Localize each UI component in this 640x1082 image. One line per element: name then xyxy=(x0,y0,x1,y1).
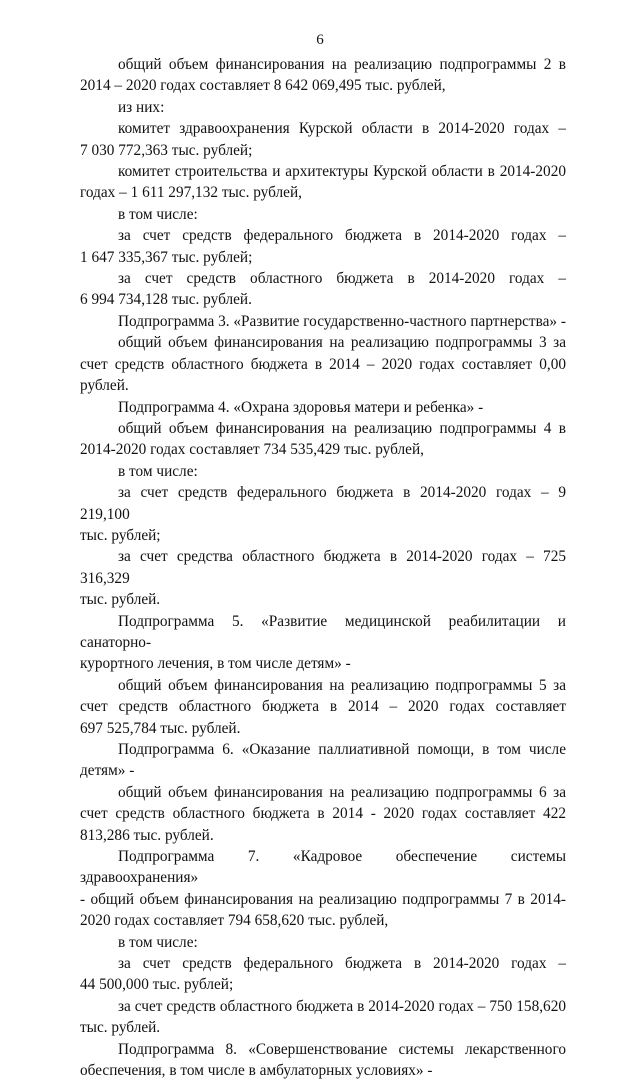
text-line: в том числе: xyxy=(118,462,198,480)
text-line: общий объем финансирования на реализацию подпрограммы 5 за xyxy=(118,676,566,694)
text-line: 2014-2020 годах составляет 734 535,429 тыс. рублей, xyxy=(80,441,424,459)
text-line: 2020 годах составляет 794 658,620 тыс. рублей, xyxy=(80,912,389,930)
text-line: общий объем финансирования на реализацию подпрограммы 6 за xyxy=(118,783,566,801)
page-number: 6 xyxy=(316,32,324,48)
text-line: Подпрограмма 8. «Совершенствование системы лекарственного xyxy=(118,1040,566,1058)
text-line: в том числе: xyxy=(118,205,198,223)
text-line: 6 994 734,128 тыс. рублей. xyxy=(80,291,252,309)
document-body xyxy=(80,54,566,1082)
text-line: Подпрограмма 7. «Кадровое обеспечение системы здравоохранения» xyxy=(80,848,566,887)
text-line: 2014 – 2020 годах составляет 8 642 069,495 тыс. рублей, xyxy=(80,77,446,95)
text-line: счет средств областного бюджета в 2014 – 2020 годах составляет xyxy=(80,698,566,716)
text-line: за счет средств областного бюджета в 2014-2020 годах – 750 158,620 xyxy=(118,997,566,1015)
text-line: из них: xyxy=(118,98,165,116)
text-line: Подпрограмма 6. «Оказание паллиативной помощи, в том числе xyxy=(118,741,566,758)
text-line: курортного лечения, в том числе детям» - xyxy=(80,655,351,673)
text-line: счет средств областного бюджета в 2014 - 2020 годах составляет 422 xyxy=(80,805,566,823)
text-line: общий объем финансирования на реализацию подпрограммы 4 в xyxy=(118,419,566,437)
text-line: тыс. рублей. xyxy=(80,1019,161,1037)
text-line: 697 525,784 тыс. рублей. xyxy=(80,719,241,737)
text-line: Подпрограмма 3. «Развитие государственно-частного партнерства» - xyxy=(118,312,566,330)
text-line: обеспечения, в том числе в амбулаторных условиях» - xyxy=(80,1062,433,1080)
text-line: годах – 1 611 297,132 тыс. рублей, xyxy=(80,184,302,202)
text-line: комитет здравоохранения Курской области в 2014-2020 годах – xyxy=(118,120,566,138)
text-line: тыс. рублей; xyxy=(80,526,161,544)
text-line: в том числе: xyxy=(118,933,198,951)
text-line: за счет средств федерального бюджета в 2014-2020 годах – xyxy=(118,227,566,245)
text-line: комитет строительства и архитектуры Курской области в 2014-2020 xyxy=(118,163,566,181)
text-line: 813,286 тыс. рублей. xyxy=(80,826,214,844)
text-line: Подпрограмма 5. «Развитие медицинской реабилитации и санаторно- xyxy=(80,612,566,651)
text-line: Подпрограмма 4. «Охрана здоровья матери и ребенка» - xyxy=(118,398,484,416)
text-line: за счет средств областного бюджета в 2014-2020 годах – xyxy=(118,270,566,288)
text-line: детям» - xyxy=(80,762,135,780)
text-line: за счет средств федерального бюджета в 2014-2020 годах – 9 219,100 xyxy=(80,484,566,523)
text-line: рублей. xyxy=(80,377,129,395)
text-line: счет средств областного бюджета в 2014 – 2020 годах составляет 0,00 xyxy=(80,355,566,373)
text-line: - общий объем финансирования на реализацию подпрограммы 7 в 2014- xyxy=(80,890,566,908)
text-line: общий объем финансирования на реализацию подпрограммы 3 за xyxy=(118,334,566,352)
text-line: тыс. рублей. xyxy=(80,591,161,609)
text-line: за счет средства областного бюджета в 2014-2020 годах – 725 316,329 xyxy=(80,548,566,587)
text-line: 1 647 335,367 тыс. рублей; xyxy=(80,248,253,266)
text-line: за счет средств федерального бюджета в 2014-2020 годах – xyxy=(118,955,566,973)
text-line: 44 500,000 тыс. рублей; xyxy=(80,976,234,994)
text-line: 7 030 772,363 тыс. рублей; xyxy=(80,141,253,159)
text-line: общий объем финансирования на реализацию подпрограммы 2 в xyxy=(118,56,566,73)
